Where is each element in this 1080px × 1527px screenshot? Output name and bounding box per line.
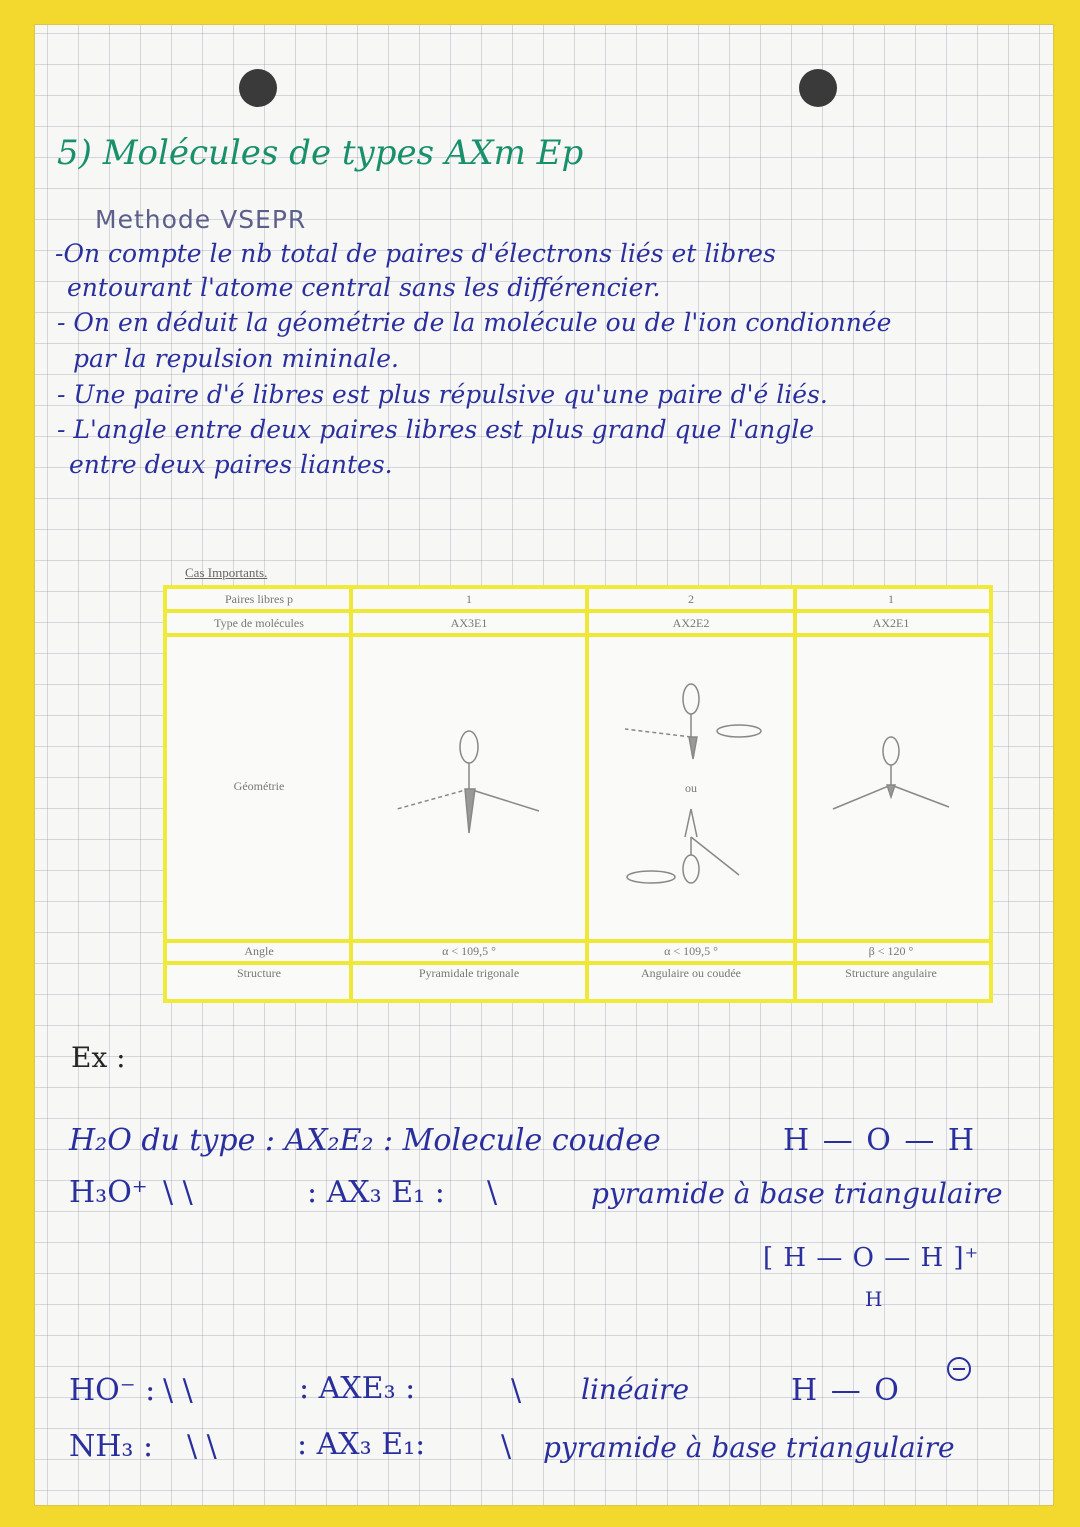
col2-type: AX2E2 xyxy=(672,616,710,630)
col1-type: AX3E1 xyxy=(450,616,488,630)
col1-pairs: 1 xyxy=(466,592,472,606)
row-label-structure: Structure xyxy=(237,966,281,980)
nh3-shape: pyramide à base triangulaire xyxy=(543,1431,955,1464)
nh3-ditto-mark: \ xyxy=(501,1429,512,1464)
col2-angle: α < 109,5 ° xyxy=(664,944,718,958)
ho-type: : AXE₃ : xyxy=(299,1371,416,1406)
ho-shape: linéaire xyxy=(581,1373,690,1406)
h2o-example: H₂O du type : AX₂E₂ : Molecule coudee xyxy=(69,1123,661,1158)
nh3-formula: NH₃ : xyxy=(69,1429,154,1464)
punch-hole-right xyxy=(799,69,837,107)
section-title: 5) Molécules de types AXm Ep xyxy=(57,133,584,173)
method-heading: Methode VSEPR xyxy=(95,205,307,234)
note-line: entre deux paires liantes. xyxy=(69,450,393,479)
angular-geometry-figures xyxy=(589,637,793,939)
col1-structure: Pyramidale trigonale xyxy=(418,966,520,980)
row-label-angle: Angle xyxy=(244,944,274,958)
punch-hole-left xyxy=(239,69,277,107)
col3-pairs: 1 xyxy=(888,592,894,606)
nh3-type: : AX₃ E₁: xyxy=(297,1427,426,1462)
notebook-page xyxy=(34,24,1054,1506)
col1-angle: α < 109,5 ° xyxy=(442,944,496,958)
note-line: - Une paire d'é libres est plus répulsive qu'une paire d'é liés. xyxy=(57,380,828,409)
col2-or-label: ou xyxy=(685,781,697,795)
trigonal-angular-geometry-figure xyxy=(797,637,985,939)
h3o-formula: H₃O⁺ xyxy=(69,1175,148,1210)
ho-lewis-structure: H — O xyxy=(791,1373,901,1408)
h2o-lewis-structure: H — O — H xyxy=(783,1123,977,1158)
col2-pairs: 2 xyxy=(688,592,694,606)
pyramidal-geometry-figure xyxy=(353,637,585,939)
h3o-lewis-structure: [ H — O — H ]⁺ xyxy=(763,1243,980,1273)
note-line: - On en déduit la géométrie de la molécule ou de l'ion condionnée xyxy=(57,308,892,337)
vsepr-table xyxy=(163,585,993,1003)
ho-formula: HO⁻ : xyxy=(69,1373,156,1408)
negative-charge-icon xyxy=(941,1351,977,1387)
note-line: - L'angle entre deux paires libres est plus grand que l'angle xyxy=(57,415,815,444)
col3-structure: Structure angulaire xyxy=(845,966,937,980)
h3o-ditto-mark: \ xyxy=(487,1175,498,1210)
row-label-pairs: Paires libres p xyxy=(225,592,293,606)
h3o-ditto-marks: \ \ xyxy=(163,1175,193,1210)
col2-structure: Angulaire ou coudée xyxy=(641,966,741,980)
col3-type: AX2E1 xyxy=(872,616,910,630)
h3o-lower-hydrogen: H xyxy=(865,1287,883,1311)
h3o-shape: pyramide à base triangulaire xyxy=(591,1177,1003,1210)
row-label-type: Type de molécules xyxy=(214,616,304,630)
ho-ditto-marks: \ \ xyxy=(163,1373,193,1408)
ho-ditto-mark: \ xyxy=(511,1373,522,1408)
table-caption: Cas Importants. xyxy=(185,565,268,580)
row-label-geometry: Géométrie xyxy=(233,779,285,793)
nh3-ditto-marks: \ \ xyxy=(187,1429,217,1464)
h3o-type: : AX₃ E₁ : xyxy=(307,1175,445,1210)
note-line: entourant l'atome central sans les différencier. xyxy=(67,273,661,302)
col3-angle: β < 120 ° xyxy=(868,944,914,958)
note-line: -On compte le nb total de paires d'électrons liés et libres xyxy=(55,239,776,268)
note-line: par la repulsion mininale. xyxy=(73,344,399,373)
examples-label: Ex : xyxy=(71,1041,126,1074)
